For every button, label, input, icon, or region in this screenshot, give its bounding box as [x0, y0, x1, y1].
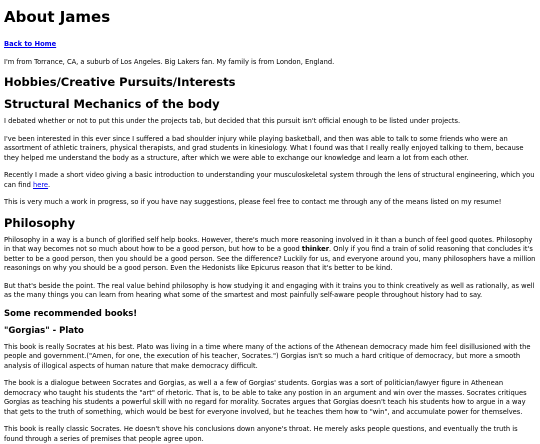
back-to-home-link[interactable]: Back to Home [4, 40, 57, 48]
structural-paragraph-3: Recently I made a short video giving a basic introduction to understanding your musculoskeletal system through the lens of structural engineering, which you can find here. [4, 171, 535, 189]
video-link[interactable]: here [32, 180, 49, 189]
structural-paragraph-1: I debated whether or not to put this under the projects tab, but decided that this pursuit isn't official enough to be listed under projects. [4, 117, 461, 125]
structural-heading: Structural Mechanics of the body [4, 97, 220, 111]
structural-paragraph-4: This is very much a work in progress, so if you have nay suggestions, please feel free to contact me through any of the means listed on my resume! [4, 198, 502, 206]
gorgias-paragraph-3: This book is really classic Socrates. He doesn't shove his conclusions down anyone's throat. He merely asks people questions, and eventually the truth is found through a series of premises that people agree upon. [4, 425, 518, 443]
philosophy-paragraph-1: Philosophy in a way is a bunch of glorified self help books. However, there's much more reasoning involved in it than a bunch of feel good quotes. Philosophy in that way becomes not so much about how to be a good person, but how to be a good thinker. Only if you find a train of solid reasoning that concludes it's better to be a good person, then you should be a good person. See the difference? Luckily for us, and everyone around you, many philosophers have a million reasonings on why you should be a good person. Even the Hedonists like Epicurus reason that it's better to be kind. [4, 235, 536, 272]
gorgias-paragraph-1: This book is really Socrates at his best. Plato was living in a time where many of the actions of the Athenean democracy made him feel disillusioned with the people and government.("Amen, for one, the execution of his teacher, Socrates.") Gorgias isn't so much a hard critique of democracy, but more a smooth analysis of illogical aspects of human nature that make democracy difficult. [4, 342, 531, 370]
philosophy-paragraph-2: But that's beside the point. The real value behind philosophy is how studying it and engaging with it trains you to think creatively as well as rationally, as well as the many things you can learn from hearing what some of the smartest and most painfully self-aware people throughout history had to say. [4, 281, 535, 299]
gorgias-paragraph-2: The book is a dialogue between Socrates and Gorgias, as well a a few of Gorgias' students. Gorgias was a sort of politician/lawyer figure in Athenean democracy who taught his students the "art" of rhetoric. That is, to be able to take any postion in an argument and win over the masses. Socrates critiques Gorgias as teaching his students a powerful skill with no regard for morality. Socrates argues that Gorgias doesn't teach his students how to argue in a way that gets to the truth of something, which would be best for everyone involved, but he teaches them how to "win", and accumulate power for themselves. [4, 379, 527, 416]
intro-paragraph: I'm from Torrance, CA, a suburb of Los Angeles. Big Lakers fan. My family is from London, England. [4, 57, 335, 66]
page-title: About James [4, 8, 111, 26]
philosophy-heading: Philosophy [4, 215, 76, 230]
gorgias-heading: "Gorgias" - Plato [4, 325, 84, 336]
structural-paragraph-2: I've been interested in this ever since I suffered a bad shoulder injury while playing basketball, and then was able to talk to some friends who were an assortment of athletic trainers, physical therapists, and grad students in kinesiology. What I found was that I really really enjoyed talking to them, because they helped me understand the body as a structure, after which we were able to exchange our knowledge and learn a lot from each other. [4, 134, 524, 162]
page-content [0, 8, 540, 444]
hobbies-heading: Hobbies/Creative Pursuits/Interests [4, 75, 236, 89]
books-heading: Some recommended books! [4, 308, 138, 319]
thinker-emphasis: thinker [301, 245, 330, 253]
